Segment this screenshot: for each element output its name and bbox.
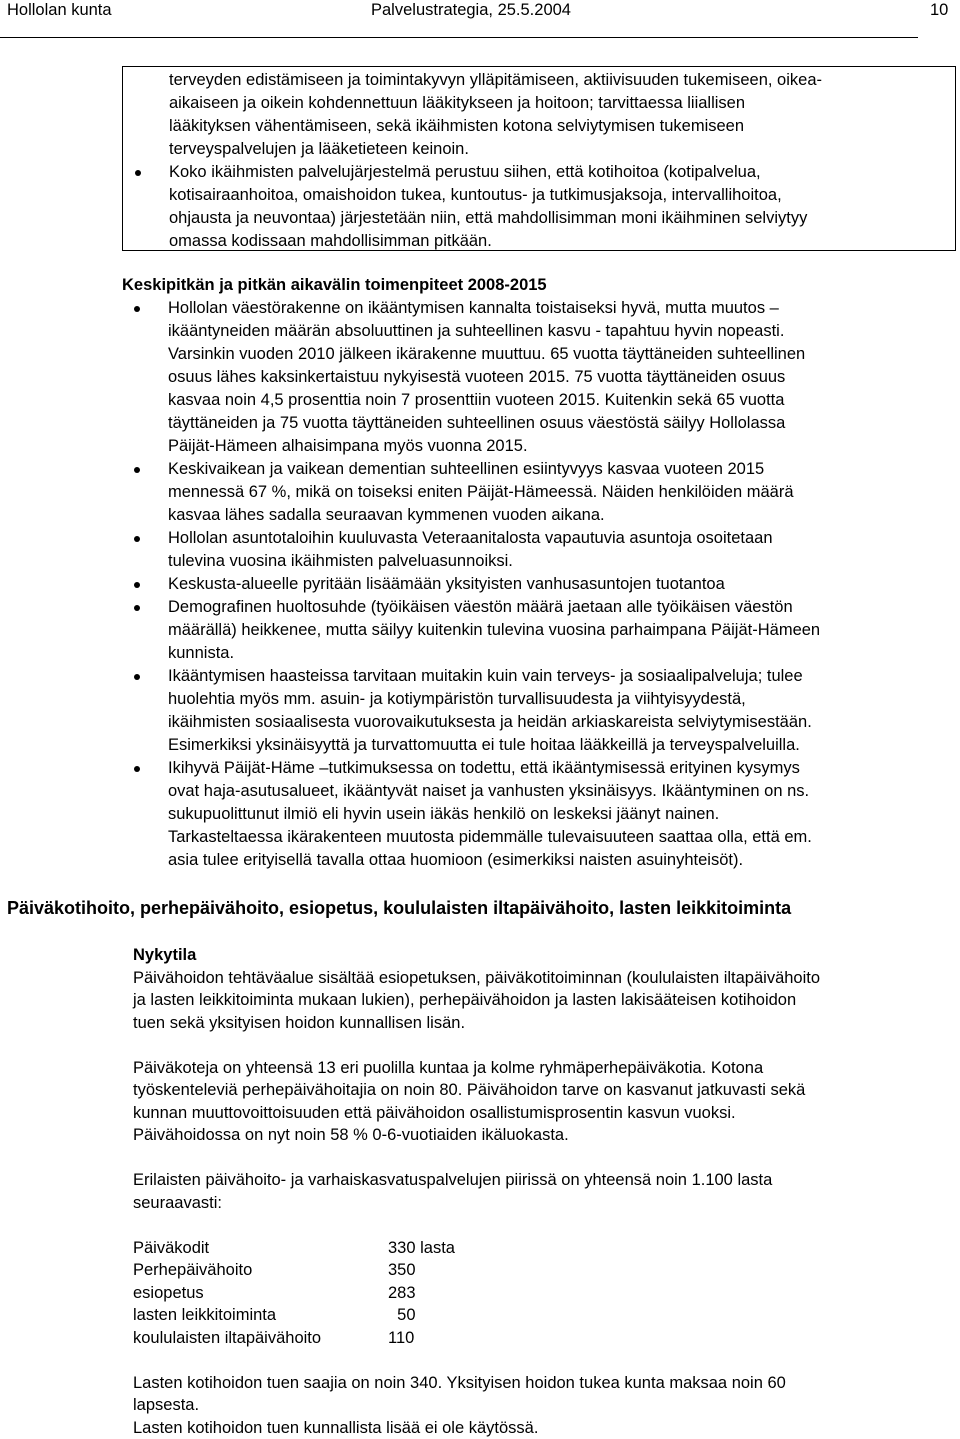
page-header xyxy=(0,0,960,44)
text-line: Päivähoidossa on nyt noin 58 % 0-6-vuotiaiden ikäluokasta. xyxy=(133,1124,953,1147)
text-line: Varsinkin vuoden 2010 jälkeen ikärakenne muuttuu. 65 vuotta täyttäneiden suhteellinen xyxy=(168,343,948,366)
text-line: seuraavasti: xyxy=(133,1192,953,1215)
paragraph xyxy=(133,1169,953,1214)
text-line: Hollolan asuntotaloihin kuuluvasta Veteraanitalosta vapautuvia asuntoja osoitetaan xyxy=(168,527,948,550)
child-count: 350 xyxy=(388,1259,468,1282)
list-item xyxy=(168,757,948,872)
header-divider xyxy=(0,37,918,38)
text-line: kotisairaanhoitoa, omaishoidon tukea, kuntoutus- ja tutkimusjaksoja, intervallihoitoa, xyxy=(169,184,949,207)
list-item xyxy=(168,573,948,596)
list-item xyxy=(168,665,948,757)
bullet-icon xyxy=(135,170,141,176)
paragraph xyxy=(133,1372,953,1439)
text-line: terveyden edistämiseen ja toimintakyvyn ylläpitämiseen, aktiivisuuden tukemiseen, oikea- xyxy=(169,69,949,92)
list-item xyxy=(168,297,948,458)
list-item xyxy=(168,596,948,665)
service-name: Perhepäivähoito xyxy=(133,1259,252,1282)
header-municipality: Hollolan kunta xyxy=(7,0,112,20)
text-line: Lasten kotihoidon tuen kunnallista lisää ei ole käytössä. xyxy=(133,1417,953,1439)
text-line: tulevina vuosina ikäihmisten palveluasunnoiksi. xyxy=(168,550,948,573)
text-line: aikaiseen ja oikein kohdennettuun lääkitykseen ja hoitoon; tarvittaessa liiallisen xyxy=(169,92,949,115)
text-line: kunnista. xyxy=(168,642,948,665)
text-line: ikäihmisten sosiaalisesta vuorovaikutuksesta ja heidän arkiaskareista selviytymisestään. xyxy=(168,711,948,734)
text-line: ikääntyneiden määrän absoluuttinen ja suhteellinen kasvu - tapahtuu hyvin nopeasti. xyxy=(168,320,948,343)
text-line: työskenteleviä perhepäivähoitajia on noin 80. Päivähoidon tarve on kasvanut jatkuvasti sekä xyxy=(133,1079,953,1102)
box-bullet-item xyxy=(169,161,949,253)
service-name: Päiväkodit xyxy=(133,1237,209,1260)
children-count-table xyxy=(133,1237,953,1350)
list-item xyxy=(168,458,948,527)
text-line: Esimerkiksi yksinäisyyttä ja turvattomuutta ei tule hoitaa lääkkeillä ja terveyspalveluilla. xyxy=(168,734,948,757)
table-row xyxy=(133,1282,953,1305)
text-line: Hollolan väestörakenne on ikääntymisen kannalta toistaiseksi hyvä, mutta muutos – xyxy=(168,297,948,320)
text-line: terveyspalvelujen ja lääketieteen keinoin. xyxy=(169,138,949,161)
text-line: kunnan muuttovoittoisuuden että päivähoidon osallistumisprosentin kasvun vuoksi. xyxy=(133,1102,953,1125)
text-line: Ikihyvä Päijät-Häme –tutkimuksessa on todettu, että ikääntymisessä erityinen kysymys xyxy=(168,757,948,780)
text-line: Koko ikäihmisten palvelujärjestelmä perustuu siihen, että kotihoitoa (kotipalvelua, xyxy=(169,161,949,184)
child-count: 50 xyxy=(388,1304,468,1327)
daycare-section xyxy=(133,944,953,1439)
box-paragraph xyxy=(169,69,949,161)
service-name: lasten leikkitoiminta xyxy=(133,1304,276,1327)
bullet-icon xyxy=(134,467,140,473)
paragraph xyxy=(133,967,953,1035)
text-line: määrällä) heikkenee, mutta säilyy kuitenkin tulevina vuosina parhaimpana Päijät-Hämeen xyxy=(168,619,948,642)
text-line: ja lasten leikkitoiminta mukaan lukien), perhepäivähoidon ja lasten lakisääteisen kotihoidon xyxy=(133,989,953,1012)
table-row xyxy=(133,1327,953,1350)
text-line: Demografinen huoltosuhde (työikäisen väestön määrä jaetaan alle työikäisen väestön xyxy=(168,596,948,619)
text-line: sukupuolittunut ilmiö eli hyvin usein iäkäs henkilö on leskeksi jäänyt nainen. xyxy=(168,803,948,826)
bullet-icon xyxy=(134,536,140,542)
header-page-number: 10 xyxy=(930,0,948,20)
current-state-heading: Nykytila xyxy=(133,944,953,967)
section-heading: Päiväkotihoito, perhepäivähoito, esiopetus, koululaisten iltapäivähoito, lasten leikkitoiminta xyxy=(7,896,957,920)
text-line: Lasten kotihoidon tuen saajia on noin 340. Yksityisen hoidon tukea kunta maksaa noin 60 xyxy=(133,1372,953,1395)
service-name: esiopetus xyxy=(133,1282,204,1305)
list-item xyxy=(168,527,948,573)
text-line: Keskivaikean ja vaikean dementian suhteellinen esiintyvyys kasvaa vuoteen 2015 xyxy=(168,458,948,481)
text-line: Erilaisten päivähoito- ja varhaiskasvatuspalvelujen piirissä on yhteensä noin 1.100 lasta xyxy=(133,1169,953,1192)
measures-heading: Keskipitkän ja pitkän aikavälin toimenpiteet 2008-2015 xyxy=(122,274,547,297)
paragraph xyxy=(133,1057,953,1147)
text-line: Päijät-Hämeen alhaisimpana myös vuonna 2015. xyxy=(168,435,948,458)
text-line: osuus lähes kaksinkertaistuu nykyisestä vuoteen 2015. 75 vuotta täyttäneiden osuus xyxy=(168,366,948,389)
text-line: Keskusta-alueelle pyritään lisäämään yksityisten vanhusasuntojen tuotantoa xyxy=(168,573,948,596)
text-line: lapsesta. xyxy=(133,1394,953,1417)
measures-list xyxy=(168,297,948,872)
bullet-icon xyxy=(134,674,140,680)
child-count: 330 lasta xyxy=(388,1237,468,1260)
text-line: omassa kodissaan mahdollisimman pitkään. xyxy=(169,230,949,253)
table-row xyxy=(133,1304,953,1327)
text-line: ovat haja-asutusalueet, ikääntyvät naiset ja vanhusten yksinäisyys. Ikääntyminen on ns. xyxy=(168,780,948,803)
service-name: koululaisten iltapäivähoito xyxy=(133,1327,321,1350)
bullet-icon xyxy=(134,605,140,611)
text-line: Tarkasteltaessa ikärakenteen muutosta pidemmälle tulevaisuuteen saattaa olla, että em. xyxy=(168,826,948,849)
text-line: ohjausta ja neuvontaa) järjestetään niin, että mahdollisimman moni ikäihminen selviytyy xyxy=(169,207,949,230)
text-line: huolehtia myös mm. asuin- ja kotiympäristön turvallisuudesta ja viihtyisyydestä, xyxy=(168,688,948,711)
table-row xyxy=(133,1237,953,1260)
text-line: lääkityksen vähentämiseen, sekä ikäihmisten kotona selviytymisen tukemiseen xyxy=(169,115,949,138)
bullet-icon xyxy=(134,306,140,312)
child-count: 110 xyxy=(388,1327,468,1350)
bullet-icon xyxy=(134,582,140,588)
text-line: asia tulee erityisellä tavalla ottaa huomioon (esimerkiksi naisten asuinyhteisöt). xyxy=(168,849,948,872)
text-line: Päivähoidon tehtäväalue sisältää esiopetuksen, päiväkotitoiminnan (koululaisten iltapäivähoito xyxy=(133,967,953,990)
text-line: Päiväkoteja on yhteensä 13 eri puolilla kuntaa ja kolme ryhmäperhepäiväkotia. Kotona xyxy=(133,1057,953,1080)
text-line: täyttäneiden ja 75 vuotta täyttäneiden suhteellinen osuus väestöstä säilyy Hollolassa xyxy=(168,412,948,435)
text-line: mennessä 67 %, mikä on toiseksi eniten Päijät-Hämeessä. Näiden henkilöiden määrä xyxy=(168,481,948,504)
text-line: tuen sekä yksityisen hoidon kunnallisen lisän. xyxy=(133,1012,953,1035)
text-line: Ikääntymisen haasteissa tarvitaan muitakin kuin vain terveys- ja sosiaalipalveluja; tulee xyxy=(168,665,948,688)
table-row xyxy=(133,1259,953,1282)
text-line: kasvaa lähes sadalla seuraavan kymmenen vuoden aikana. xyxy=(168,504,948,527)
text-line: kasvaa noin 4,5 prosenttia noin 7 prosenttiin vuoteen 2015. Kuitenkin sekä 65 vuotta xyxy=(168,389,948,412)
framed-text-box xyxy=(122,66,956,251)
bullet-icon xyxy=(134,766,140,772)
child-count: 283 xyxy=(388,1282,468,1305)
header-document-title: Palvelustrategia, 25.5.2004 xyxy=(371,0,571,20)
